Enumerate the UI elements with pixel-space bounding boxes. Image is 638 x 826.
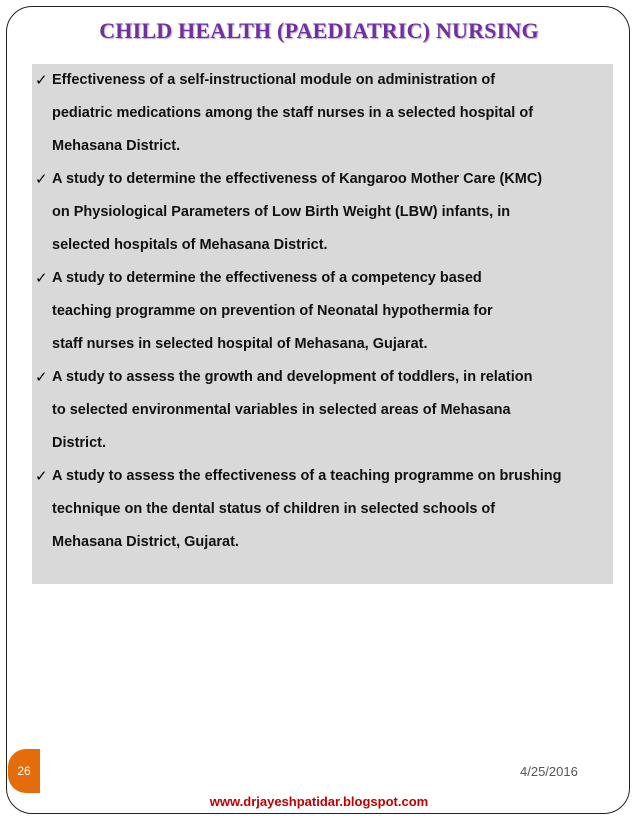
list-item — [32, 262, 613, 361]
list-item-line: selected hospitals of Mehasana District. — [52, 237, 328, 253]
slide-date: 4/25/2016 — [520, 764, 578, 779]
list-item-line: technique on the dental status of children in selected schools of — [52, 501, 496, 517]
list-item-line: A study to determine the effectiveness of Kangaroo Mother Care (KMC) — [52, 171, 543, 187]
list-item-line: teaching programme on prevention of Neonatal hypothermia for — [52, 303, 493, 319]
checkmark-icon: ✓ — [35, 71, 48, 89]
checkmark-icon: ✓ — [35, 170, 48, 188]
list-item-line: Mehasana District, Gujarat. — [52, 534, 239, 550]
list-item — [32, 361, 613, 460]
checkmark-icon: ✓ — [35, 368, 48, 386]
list-item-line: to selected environmental variables in selected areas of Mehasana — [52, 402, 511, 418]
list-item-line: staff nurses in selected hospital of Mehasana, Gujarat. — [52, 336, 428, 352]
list-item — [32, 460, 613, 559]
list-item-line: A study to determine the effectiveness of a competency based — [52, 270, 482, 286]
checkmark-icon: ✓ — [35, 467, 48, 485]
list-item — [32, 163, 613, 262]
footer-url: www.drjayeshpatidar.blogspot.com — [209, 794, 429, 809]
list-item-line: Mehasana District. — [52, 138, 181, 154]
list-item-line: A study to assess the growth and development of toddlers, in relation — [52, 369, 533, 385]
page-number-badge: 26 — [8, 749, 40, 793]
checkmark-icon: ✓ — [35, 269, 48, 287]
list-item-line: on Physiological Parameters of Low Birth Weight (LBW) infants, in — [52, 204, 511, 220]
list-item-line: A study to assess the effectiveness of a teaching programme on brushing — [52, 468, 562, 484]
list-item-line: District. — [52, 435, 106, 451]
list-item — [32, 64, 613, 163]
list-item-line: pediatric medications among the staff nurses in a selected hospital of — [52, 105, 534, 121]
study-list — [32, 64, 613, 584]
list-item-line: Effectiveness of a self-instructional module on administration of — [52, 72, 496, 88]
slide-title: CHILD HEALTH (PAEDIATRIC) NURSING — [99, 18, 539, 43]
